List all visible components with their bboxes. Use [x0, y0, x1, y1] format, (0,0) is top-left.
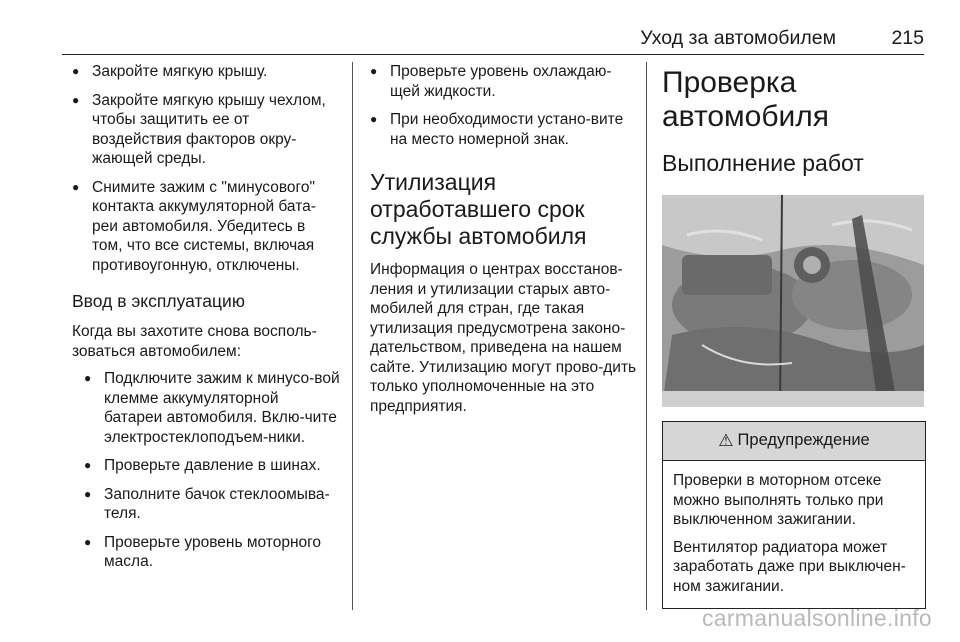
list-item: ● Подключите зажим к минусо-вой клемме аккумуляторной батареи автомобиля. Вклю-чите электростеклоподъем-ники. — [84, 369, 340, 447]
warning-title: Предупреждение — [737, 431, 870, 450]
intro-paragraph: Когда вы захотите снова восполь-зоваться автомобилем: — [72, 323, 317, 360]
list-item: ● Снимите зажим с "минусового" контакта аккумуляторной бата-реи автомобиля. Убедитесь в том, что все системы, включая противоугонную, отключены. — [72, 178, 340, 276]
page-number: 215 — [891, 27, 924, 49]
storage-bullet-list — [72, 62, 340, 275]
column-middle — [370, 62, 638, 424]
warning-body — [663, 461, 925, 608]
chapter-title: Проверка автомобиля — [662, 66, 830, 133]
warning-box — [662, 421, 926, 609]
list-item: ● Заполните бачок стеклоомыва-теля. — [84, 485, 340, 524]
engine-bay-photo — [662, 195, 924, 407]
recommission-bullet-list — [72, 369, 340, 572]
list-item: ● Закройте мягкую крышу чехлом, чтобы защитить ее от воздействия факторов окру-жающей среды. — [72, 91, 340, 169]
column-divider-left — [352, 62, 353, 610]
page-header — [62, 22, 924, 55]
list-item: ● Закройте мягкую крышу. — [72, 62, 340, 82]
list-item: ● Проверьте уровень охлаждаю-щей жидкости. — [370, 62, 638, 101]
warning-paragraph: Вентилятор радиатора может заработать даже при выключен-ном зажигании. — [673, 538, 906, 595]
column-right — [662, 62, 924, 609]
column-left — [72, 62, 340, 581]
engine-bay-illustration — [662, 195, 924, 407]
disposal-paragraph: Информация о центрах восстанов-ления и утилизации старых авто-мобилей для стран, где такая утилизация предусмотрена законо-дательством, приведена на нашем сайте. Утилизацию могут прово-дить только уполномоченные на это предприятия. — [370, 261, 637, 415]
section-heading-disposal: Утилизация отработавшего срок службы автомобиля — [370, 169, 587, 249]
list-item: ● При необходимости устано-вите на место номерной знак. — [370, 110, 638, 149]
column-divider-right — [646, 62, 647, 610]
warning-paragraph: Проверки в моторном отсеке можно выполнять только при выключенном зажигании. — [673, 472, 884, 528]
list-item: ● Проверьте давление в шинах. — [84, 456, 340, 476]
check-bullet-list — [370, 62, 638, 149]
watermark: carmanualsonline.info — [701, 605, 932, 631]
warning-triangle-icon: ⚠ — [718, 431, 734, 451]
header-title: Уход за автомобилем — [640, 27, 836, 49]
warning-header — [663, 422, 925, 461]
chapter-subtitle: Выполнение работ — [662, 150, 864, 176]
list-item: ● Проверьте уровень моторного масла. — [84, 533, 340, 572]
section-heading-recommissioning: Ввод в эксплуатацию — [72, 291, 245, 311]
